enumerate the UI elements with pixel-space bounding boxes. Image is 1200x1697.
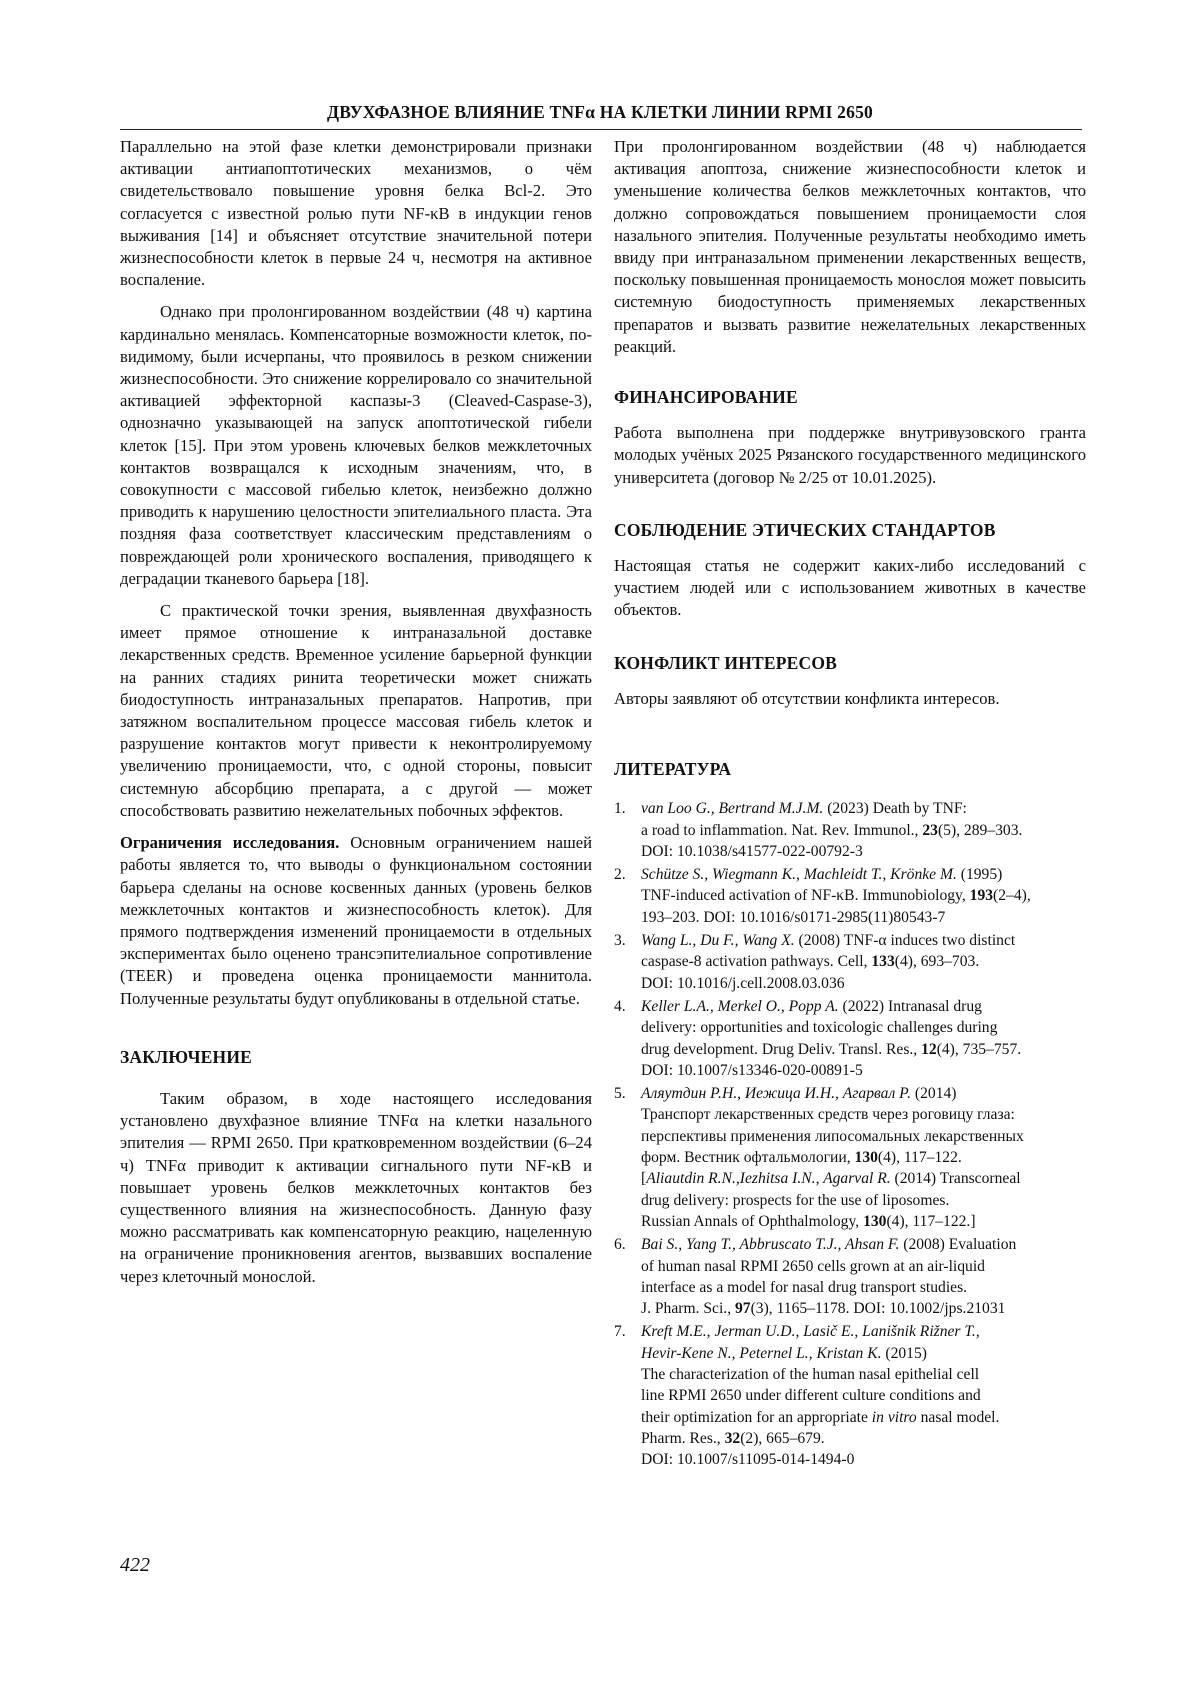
reference-text: Транспорт лекарственных средств через роговицу глаза: [641, 1106, 1015, 1124]
right-column [614, 136, 1086, 1472]
reference-text: форм. Вестник офтальмологии, [641, 1149, 855, 1167]
reference-text: перспективы применения липосомальных лекарственных [641, 1127, 1024, 1145]
reference-text: their optimization for an appropriate [641, 1408, 872, 1426]
reference-volume: 130 [863, 1212, 887, 1230]
reference-number: 4. [614, 997, 626, 1015]
funding-heading: ФИНАНСИРОВАНИЕ [614, 387, 798, 408]
reference-authors: Aliautdin R.N.,Iezhitsa I.N., Agarval R. [646, 1170, 891, 1188]
alpha-symbol: α [177, 1155, 186, 1175]
reference-text: caspase-8 activation pathways. Cell, [641, 953, 872, 971]
reference-item [614, 798, 1086, 862]
reference-text: (2008) Evaluation [899, 1236, 1017, 1254]
reference-item [614, 996, 1086, 1081]
funding-paragraph: Работа выполнена при поддержке внутривузовского гранта молодых учёных 2025 Рязанского государственного медицинского университета (договор № 2/25 от 10.01.2025). [614, 423, 1086, 487]
paragraph: Однако при пролонгированном воздействии (48 ч) картина кардинально менялась. Компенсаторные возможности клеток, по-видимому, были исчерпаны, что проявилось в резком снижении жизнеспособности. Это снижение коррелировало со значительной активацией эффекторной каспазы-3 (Cleaved-Caspase-3), однозначно указывающей на запуск апоптотической гибели клеток [15]. При этом уровень ключевых белков межклеточных контактов возвращался к исходным значениям, что, в совокупности с массовой гибелью клеток, неизбежно должно приводить к нарушению целостности эпителиального пласта. Эта поздняя фаза соответствует классическим представлениям о повреждающей роли хронического воспаления, приводящего к деградации тканевого барьера [18]. [120, 302, 592, 588]
limitations-text: Основным ограничением нашей работы является то, что выводы о функциональном состоянии барьера сделаны на основе косвенных данных (уровень белков межклеточных контактов и жизнеспособность клеток). Для прямого подтверждения изменений проницаемости в отдельных экспериментах было оценено трансэпителиальное сопротивление (TEER) и проведена оценка проницаемости маннитола. Полученные результаты будут опубликованы в отдельной статье. [120, 833, 592, 1008]
reference-doi: 193–203. DOI: 10.1016/s0171-2985(11)80543-7 [641, 908, 946, 926]
reference-number: 6. [614, 1236, 626, 1254]
left-column [120, 136, 592, 1288]
reference-item [614, 930, 1086, 994]
reference-number: 2. [614, 866, 626, 884]
reference-text: line RPMI 2650 under different culture conditions and [641, 1387, 981, 1405]
page-number: 422 [120, 1554, 150, 1576]
conclusion-text: на клетки назального эпителия — RPMI 2650. При кратковременном воздействии (6–24 ч) TNF [120, 1111, 592, 1175]
alpha-symbol: α [409, 1111, 419, 1131]
reference-volume: 97 [735, 1300, 751, 1318]
reference-italic: in vitro [871, 1408, 917, 1426]
limitations-paragraph [120, 832, 592, 1010]
reference-number: 1. [614, 800, 626, 818]
conclusion-paragraph [120, 1088, 592, 1288]
reference-text: (2), 665–679. [740, 1429, 825, 1447]
reference-text: (4), 117–122. [877, 1149, 962, 1167]
reference-text: (3), 1165–1178. DOI: 10.1002/jps.21031 [750, 1300, 1006, 1318]
reference-text: The characterization of the human nasal epithelial cell [641, 1365, 980, 1383]
reference-volume: 32 [724, 1429, 741, 1447]
reference-number: 3. [614, 932, 626, 950]
reference-text: (2015) [881, 1344, 927, 1362]
reference-number: 7. [614, 1323, 626, 1341]
reference-doi: DOI: 10.1007/s13346-020-00891-5 [641, 1061, 863, 1079]
reference-doi: DOI: 10.1038/s41577-022-00792-3 [641, 842, 863, 860]
reference-item [614, 1321, 1086, 1470]
reference-text: (2008) TNF-α induces two distinct [794, 932, 1016, 950]
reference-authors: Kreft M.E., Jerman U.D., Lasič E., Lanišnik Rižner T., [641, 1323, 980, 1341]
reference-doi: DOI: 10.1016/j.cell.2008.03.036 [641, 974, 845, 992]
reference-text: a road to inflammation. Nat. Rev. Immunol., [641, 821, 923, 839]
conflict-heading: КОНФЛИКТ ИНТЕРЕСОВ [614, 652, 838, 673]
header-rule [120, 129, 1082, 130]
reference-item [614, 1083, 1086, 1232]
reference-text: delivery: opportunities and toxicologic challenges during [641, 1019, 998, 1037]
reference-text: drug delivery: prospects for the use of liposomes. [641, 1191, 950, 1209]
reference-doi: DOI: 10.1007/s11095-014-1494-0 [641, 1451, 855, 1469]
reference-text: (2022) Intranasal drug [838, 997, 982, 1015]
reference-volume: 23 [922, 821, 938, 839]
reference-text: interface as a model for nasal drug transport studies. [641, 1278, 968, 1296]
running-title-text: ДВУХФАЗНОЕ ВЛИЯНИЕ TNF [327, 102, 586, 122]
reference-text: (2–4), [993, 887, 1031, 905]
reference-number: 5. [614, 1085, 626, 1103]
reference-volume: 193 [969, 887, 994, 905]
reference-item [614, 864, 1086, 928]
reference-authors: Hevir-Kene N., Peternel L., Kristan K. [641, 1344, 882, 1362]
reference-text: Russian Annals of Ophthalmology, [641, 1212, 864, 1230]
reference-volume: 130 [854, 1149, 878, 1167]
reference-text: (2014) [911, 1085, 957, 1103]
paragraph: Параллельно на этой фазе клетки демонстрировали признаки активации антиапоптотических механизмов, о чём свидетельствовало повышение уровня белка Bcl-2. Это согласуется с известной ролью пути NF-κB в индукции генов выживания [14] и объясняет отсутствие значительной потери жизнеспособности клеток в первые 24 ч, несмотря на активное воспаление. [120, 137, 592, 290]
reference-authors: Keller L.A., Merkel O., Popp A. [641, 997, 839, 1015]
conclusion-text: приводит к активации сигнального пути NF-κB и повышает уровень белков межклеточных контактов без существенного влияния на жизнеспособность. Данную фазу можно рассматривать как компенсаторную реакцию, нацеленную на ограничение проникновения агентов, вызвавших воспаление через клеточный монослой. [120, 1155, 592, 1286]
reference-text: (2014) Transcorneal [890, 1170, 1021, 1188]
reference-volume: 12 [921, 1040, 937, 1058]
reference-authors: Schütze S., Wiegmann K., Machleidt T., Krönke M. [641, 866, 957, 884]
reference-text: of human nasal RPMI 2650 cells grown at an air-liquid [641, 1257, 985, 1275]
reference-list [614, 798, 1086, 1470]
reference-authors: Bai S., Yang T., Abbruscato T.J., Ahsan F. [641, 1236, 900, 1254]
reference-text: (1995) [956, 866, 1003, 884]
reference-text: (4), 735–757. [936, 1040, 1022, 1058]
reference-authors: van Loo G., Bertrand M.J.M. [641, 800, 824, 818]
running-title [120, 102, 1080, 123]
reference-volume: 133 [871, 953, 895, 971]
reference-text: J. Pharm. Sci., [641, 1300, 735, 1318]
reference-item [614, 1234, 1086, 1319]
ethics-heading: СОБЛЮДЕНИЕ ЭТИЧЕСКИХ СТАНДАРТОВ [614, 519, 996, 540]
references-heading: ЛИТЕРАТУРА [614, 759, 732, 780]
conflict-paragraph: Авторы заявляют об отсутствии конфликта интересов. [614, 688, 1000, 708]
reference-text: nasal model. [916, 1408, 1000, 1426]
paragraph: При пролонгированном воздействии (48 ч) наблюдается активация апоптоза, снижение жизнеспособности клеток и уменьшение количества белков межклеточных контактов, что должно сопровождаться повышением проницаемости слоя назального эпителия. Полученные результаты необходимо иметь ввиду при интраназальном применении лекарственных веществ, поскольку повышенная проницаемость монослоя может повысить системную биодоступность применяемых лекарственных препаратов и вызвать развитие нежелательных лекарственных реакций. [614, 137, 1086, 356]
reference-text: [ [641, 1170, 647, 1188]
alpha-symbol: α [585, 102, 596, 122]
reference-text: Pharm. Res., [641, 1429, 725, 1447]
reference-text: (2023) Death by TNF: [823, 800, 967, 818]
reference-text: TNF-induced activation of NF-κB. Immunobiology, [641, 887, 970, 905]
reference-text: (4), 693–703. [894, 953, 980, 971]
reference-text: drug development. Drug Deliv. Transl. Res., [641, 1040, 922, 1058]
paragraph: С практической точки зрения, выявленная двухфазность имеет прямое отношение к интраназальной доставке лекарственных средств. Временное усиление барьерной функции на ранних стадиях ринита теоретически может снижать биодоступность интраназальных препаратов. Напротив, при затяжном воспалительном процессе массовая гибель клеток и разрушение контактов могут привести к неконтролируемому увеличению проницаемости, что, с одной стороны, повысит системную абсорбцию препарата, а с другой — может способствовать развитию нежелательных побочных эффектов. [120, 601, 592, 820]
ethics-paragraph: Настоящая статья не содержит каких-либо исследований с участием людей или с использованием животных в качестве объектов. [614, 556, 1086, 620]
reference-text: (4), 117–122.] [886, 1212, 976, 1230]
reference-text: (5), 289–303. [937, 821, 1023, 839]
reference-authors: Wang L., Du F., Wang X. [641, 932, 795, 950]
reference-authors: Аляутдин Р.Н., Иежица И.Н., Агарвал Р. [641, 1085, 912, 1103]
conclusion-text: Таким образом, в ходе настоящего исследования установлено двухфазное влияние TNF [120, 1088, 592, 1131]
conclusion-heading: ЗАКЛЮЧЕНИЕ [120, 1046, 253, 1067]
limitations-lead: Ограничения исследования. [120, 833, 340, 853]
running-title-tail: НА КЛЕТКИ ЛИНИИ RPMI 2650 [595, 102, 873, 122]
